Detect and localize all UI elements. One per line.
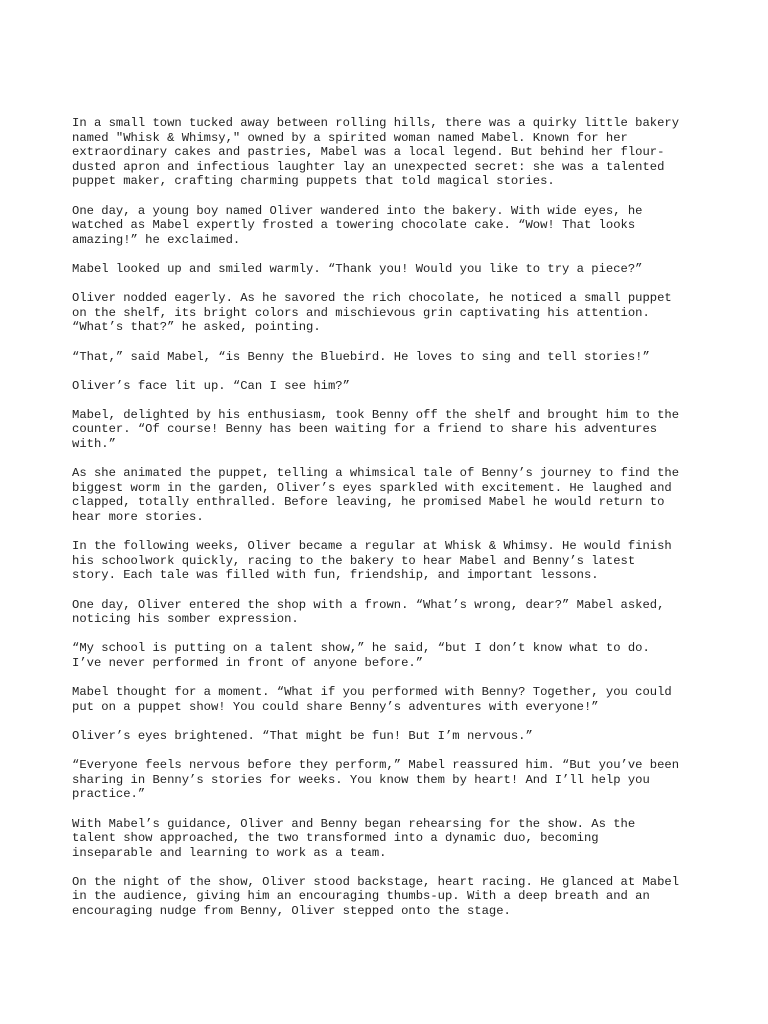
paragraph-2: One day, a young boy named Oliver wandered into the bakery. With wide eyes, he watched as Mabel expertly frosted a towering chocolate cake. “Wow! That looks amazing!” he exclaimed. [72, 203, 643, 247]
paragraph-6: Oliver’s face lit up. “Can I see him?” [72, 378, 350, 393]
paragraph-12: Mabel thought for a moment. “What if you performed with Benny? Together, you could put on a puppet show! You could share Benny’s adventures with everyone!” [72, 685, 672, 714]
paragraph-8: As she animated the puppet, telling a whimsical tale of Benny’s journey to find the biggest worm in the garden, Oliver’s eyes sparkled with excitement. He laughed and clapped, totally enthralled. Before leaving, he promised Mabel he would return to hear more stories. [72, 466, 680, 525]
paragraph-1: In a small town tucked away between rolling hills, there was a quirky little bakery named "Whisk & Whimsy," owned by a spirited woman named Mabel. Known for her extraordinary cakes and pastries, Mabel was a local legend. But behind her flour- dusted apron and infectious laughter lay an unexpected secret: she was a talented puppet maker, crafting charming puppets that told magical stories. [72, 116, 680, 189]
paragraph-15: With Mabel’s guidance, Oliver and Benny began rehearsing for the show. As the talent show approached, the two transformed into a dynamic duo, becoming inseparable and learning to work as a team. [72, 816, 636, 860]
paragraph-16: On the night of the show, Oliver stood backstage, heart racing. He glanced at Mabel in the audience, giving him an encouraging thumbs-up. With a deep breath and an encouraging nudge from Benny, Oliver stepped onto the stage. [72, 874, 680, 919]
paragraph-4: Oliver nodded eagerly. As he savored the rich chocolate, he noticed a small puppet on the shelf, its bright colors and mischievous grin captivating his attention. “What’s that?” he asked, pointing. [72, 291, 672, 335]
paragraph-5: “That,” said Mabel, “is Benny the Bluebird. He loves to sing and tell stories!” [72, 349, 650, 364]
paragraph-13: Oliver’s eyes brightened. “That might be fun! But I’m nervous.” [72, 728, 533, 743]
paragraph-9: In the following weeks, Oliver became a regular at Whisk & Whimsy. He would finish his schoolwork quickly, racing to the bakery to hear Mabel and Benny’s latest story. Each tale was filled with fun, friendship, and important lessons. [72, 539, 672, 583]
paragraph-7: Mabel, delighted by his enthusiasm, took Benny off the shelf and brought him to the counter. “Of course! Benny has been waiting for a friend to share his adventures with.” [72, 407, 680, 452]
paragraph-11: “My school is putting on a talent show,” he said, “but I don’t know what to do. I’ve never performed in front of anyone before.” [72, 641, 650, 670]
document-page [72, 116, 712, 933]
paragraph-3: Mabel looked up and smiled warmly. “Thank you! Would you like to try a piece?” [72, 261, 643, 276]
paragraph-10: One day, Oliver entered the shop with a frown. “What’s wrong, dear?” Mabel asked, noticing his somber expression. [72, 597, 665, 627]
paragraph-14: “Everyone feels nervous before they perform,” Mabel reassured him. “But you’ve been sharing in Benny’s stories for weeks. You know them by heart! And I’ll help you practice.” [72, 758, 680, 802]
